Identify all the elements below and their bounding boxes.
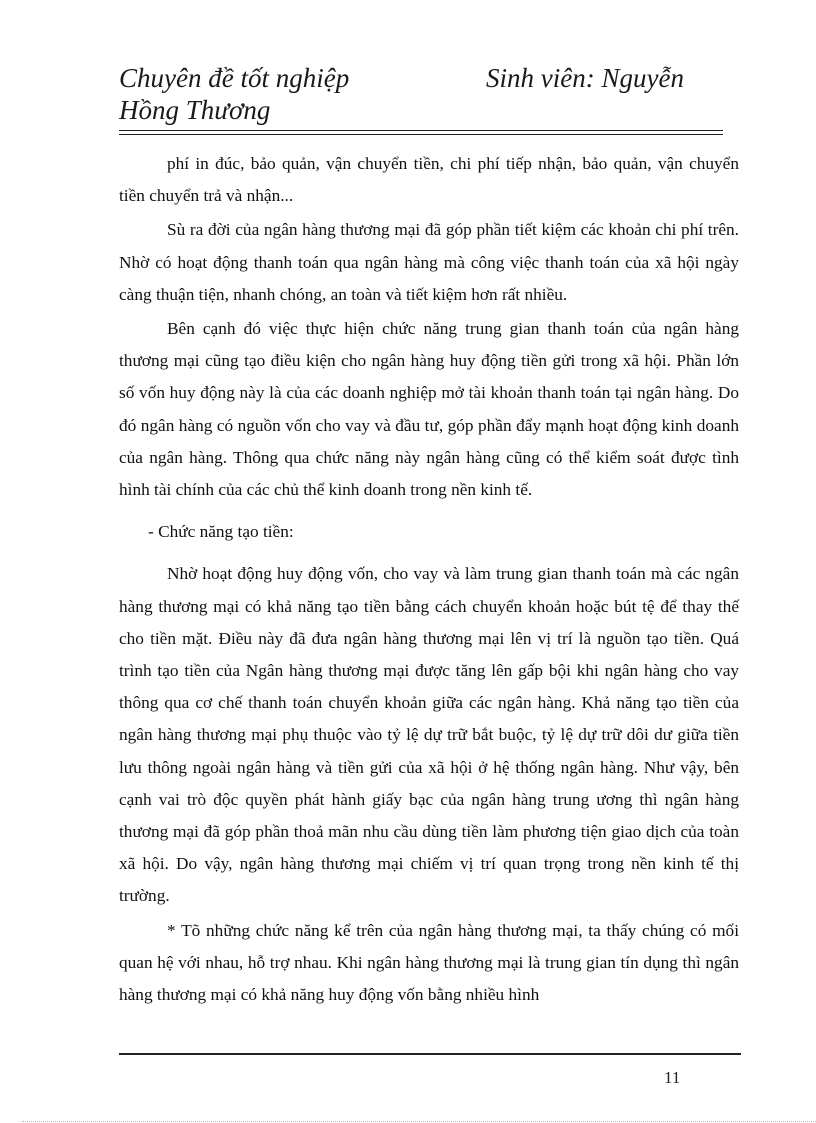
document-body [119, 148, 739, 1011]
header-title: Chuyên đề tốt nghiệp [119, 63, 350, 93]
header-divider [119, 130, 723, 135]
section-heading: - Chức năng tạo tiền: [148, 522, 294, 542]
paragraph: Sù ra đời của ngân hàng thương mại đã góp phần tiết kiệm các khoản chi phí trên. Nhờ có hoạt động thanh toán qua ngân hàng mà công việc thanh toán của xã hội ngày càng thuận tiện, nhanh chóng, an toàn và tiết kiệm hơn rất nhiều. [119, 220, 739, 304]
page-number: 11 [664, 1068, 681, 1087]
paragraph: Nhờ hoạt động huy động vốn, cho vay và làm trung gian thanh toán mà các ngân hàng thương mại có khả năng tạo tiền bằng cách chuyển khoản hoặc bút tệ để thay thế cho tiền mặt. Điều này đã đưa ngân hàng thương mại lên vị trí là nguồn tạo tiền. Quá trình tạo tiền của Ngân hàng thương mại được tăng lên gấp bội khi ngân hàng cho vay thông qua cơ chế thanh toán chuyển khoản giữa các ngân hàng. Khả năng tạo tiền của ngân hàng thương mại phụ thuộc vào tỷ lệ dự trữ bắt buộc, tỷ lệ dự trữ dôi dư giữa tiền lưu thông ngoài ngân hàng và tiền gửi của xã hội ở hệ thống ngân hàng. Như vậy, bên cạnh vai trò độc quyền phát hành giấy bạc của ngân hàng trung ương thì ngân hàng thương mại đã góp phần thoả mãn nhu cầu dùng tiền làm phương tiện giao dịch của toàn xã hội. Do vậy, ngân hàng thương mại chiếm vị trí quan trọng trong nền kinh tế thị trường. [119, 564, 739, 906]
header-author-continued: Hồng Thương [119, 95, 271, 125]
page-header [119, 62, 724, 126]
paragraph: * Tõ những chức năng kể trên của ngân hàng thương mại, ta thấy chúng có mối quan hệ với nhau, hỗ trợ nhau. Khi ngân hàng thương mại là trung gian tín dụng thì ngân hàng thương mại có khả năng huy động vốn bằng nhiều hình [119, 920, 739, 1005]
paragraph: Bên cạnh đó việc thực hiện chức năng trung gian thanh toán của ngân hàng thương mại cũng tạo điều kiện cho ngân hàng huy động tiền gửi trong xã hội. Phần lớn số vốn huy động này là của các doanh nghiệp mở tài khoản thanh toán tại ngân hàng. Do đó ngân hàng có nguồn vốn cho vay và đầu tư, góp phần đẩy mạnh hoạt động kinh doanh của ngân hàng. Thông qua chức năng này ngân hàng cũng có thể kiểm soát được tình hình tài chính của các chủ thể kinh doanh trong nền kinh tế. [119, 319, 739, 500]
header-author: Sinh viên: Nguyễn [486, 63, 684, 93]
header-row [119, 62, 724, 94]
page-edge [22, 1121, 816, 1122]
paragraph-continued: phí in đúc, bảo quản, vận chuyển tiền, chi phí tiếp nhận, bảo quản, vận chuyển tiền chuyển trả và nhận... [119, 154, 739, 206]
footer-divider [119, 1053, 741, 1055]
